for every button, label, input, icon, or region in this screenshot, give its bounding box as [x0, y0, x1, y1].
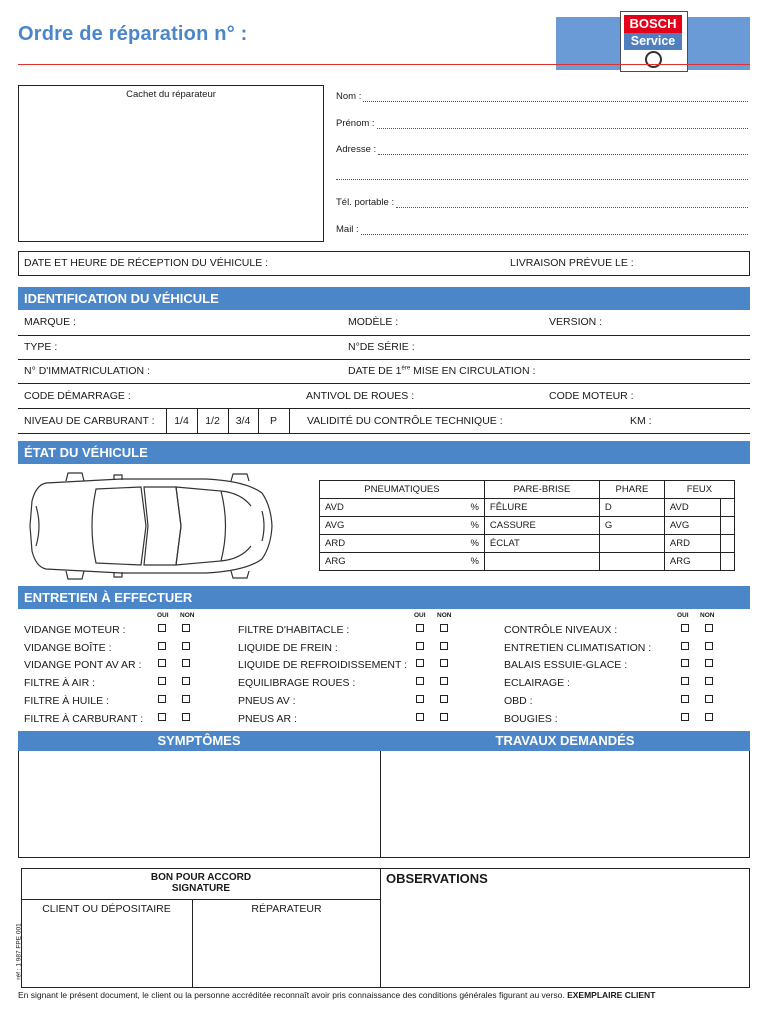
checkbox-non[interactable] — [705, 677, 713, 685]
entretien-item: ECLAIRAGE : — [504, 677, 570, 689]
oui-header-2: OUI — [414, 612, 426, 619]
fuel-half[interactable]: 1/2 — [205, 415, 220, 427]
checkbox-non[interactable] — [182, 624, 190, 632]
checkbox-oui[interactable] — [681, 713, 689, 721]
checkbox-oui[interactable] — [158, 713, 166, 721]
checkbox-oui[interactable] — [416, 677, 424, 685]
identification-header: IDENTIFICATION DU VÉHICULE — [18, 287, 750, 310]
client-signature-area[interactable] — [22, 918, 191, 987]
prenom-field[interactable] — [336, 118, 748, 129]
accord-title: BON POUR ACCORD SIGNATURE — [150, 872, 252, 894]
fuel-three-quarters[interactable]: 3/4 — [235, 415, 251, 427]
mise-circulation-label: DATE DE 1ère MISE EN CIRCULATION : — [348, 365, 536, 377]
checkbox-oui[interactable] — [681, 677, 689, 685]
entretien-item: ENTRETIEN CLIMATISATION : — [504, 642, 652, 654]
checkbox-non[interactable] — [440, 695, 448, 703]
checkbox-oui[interactable] — [158, 695, 166, 703]
adresse-field[interactable] — [336, 144, 748, 155]
reception-label: DATE ET HEURE DE RÉCEPTION DU VÉHICULE : — [24, 257, 269, 269]
entretien-item: CONTRÔLE NIVEAUX : — [504, 624, 618, 636]
entretien-item: VIDANGE PONT AV AR : — [24, 659, 142, 671]
entretien-item: FILTRE D'HABITACLE : — [238, 624, 350, 636]
mail-field[interactable] — [336, 224, 748, 235]
stamp-label: Cachet du réparateur — [126, 89, 216, 100]
controle-label: VALIDITÉ DU CONTRÔLE TECHNIQUE : — [307, 415, 503, 427]
adresse-label: Adresse : — [336, 144, 377, 155]
footer-note: En signant le présent document, le client ou la personne accréditée reconnaît avoir pris connaissance des conditions générales figurant au verso. EXEMPLAIRE CLIENT — [18, 990, 656, 1000]
exemplaire-label: EXEMPLAIRE CLIENT — [567, 990, 656, 1000]
observations-title: OBSERVATIONS — [386, 871, 488, 886]
checkbox-non[interactable] — [705, 713, 713, 721]
fuel-full[interactable]: P — [269, 415, 277, 427]
checkbox-oui[interactable] — [416, 642, 424, 650]
serie-label: N°DE SÉRIE : — [348, 341, 415, 353]
fuel-quarter[interactable]: 1/4 — [174, 415, 189, 427]
col-phare: PHARE — [599, 481, 664, 499]
checkbox-non[interactable] — [182, 695, 190, 703]
checkbox-non[interactable] — [182, 642, 190, 650]
checkbox-non[interactable] — [440, 677, 448, 685]
etat-table — [319, 480, 735, 571]
page-title: Ordre de réparation n° : — [18, 23, 248, 45]
checkbox-oui[interactable] — [416, 659, 424, 667]
type-label: TYPE : — [24, 341, 58, 353]
tel-label: Tél. portable : — [336, 197, 395, 208]
checkbox-non[interactable] — [182, 659, 190, 667]
logo-brand: BOSCH — [624, 15, 682, 33]
checkbox-non[interactable] — [440, 624, 448, 632]
checkbox-oui[interactable] — [416, 713, 424, 721]
prenom-label: Prénom : — [336, 118, 375, 129]
symptomes-area[interactable] — [18, 751, 381, 858]
entretien-item: FILTRE À CARBURANT : — [24, 713, 144, 725]
immat-label: N° D'IMMATRICULATION : — [24, 365, 150, 377]
col-feux: FEUX — [664, 481, 734, 499]
non-header-1: NON — [180, 612, 195, 619]
adresse-line-2[interactable] — [336, 171, 748, 180]
livraison-label: LIVRAISON PRÉVUE LE : — [510, 257, 634, 269]
col-pneumatiques: PNEUMATIQUES — [320, 481, 485, 499]
entretien-item: FILTRE À HUILE : — [24, 695, 109, 707]
table-row: AVD % FÊLURE D AVD — [320, 499, 735, 517]
reparateur-signature-area[interactable] — [193, 918, 380, 987]
logo-service: Service — [624, 33, 682, 50]
table-row: ARG % ARG — [320, 553, 735, 571]
checkbox-oui[interactable] — [681, 624, 689, 632]
checkbox-oui[interactable] — [158, 659, 166, 667]
travaux-title: TRAVAUX DEMANDÉS — [495, 733, 635, 748]
entretien-item: LIQUIDE DE FREIN : — [238, 642, 338, 654]
checkbox-oui[interactable] — [416, 695, 424, 703]
non-header-3: NON — [700, 612, 715, 619]
carburant-label: NIVEAU DE CARBURANT : — [24, 415, 155, 427]
etat-header: ÉTAT DU VÉHICULE — [18, 441, 750, 464]
observations-area[interactable] — [380, 868, 750, 988]
stamp-box[interactable] — [18, 85, 324, 242]
entretien-item: EQUILIBRAGE ROUES : — [238, 677, 356, 689]
nom-field[interactable] — [336, 91, 748, 102]
checkbox-oui[interactable] — [158, 642, 166, 650]
reparateur-signature-label: RÉPARATEUR — [251, 903, 322, 915]
client-signature-label: CLIENT OU DÉPOSITAIRE — [42, 903, 171, 915]
checkbox-non[interactable] — [705, 624, 713, 632]
entretien-item: VIDANGE BOÎTE : — [24, 642, 112, 654]
checkbox-oui[interactable] — [681, 659, 689, 667]
tel-field[interactable] — [336, 197, 748, 208]
non-header-2: NON — [437, 612, 452, 619]
version-label: VERSION : — [549, 316, 603, 328]
entretien-item: LIQUIDE DE REFROIDISSEMENT : — [238, 659, 407, 671]
checkbox-oui[interactable] — [681, 642, 689, 650]
entretien-header: ENTRETIEN À EFFECTUER — [18, 586, 750, 609]
entretien-item: PNEUS AR : — [238, 713, 297, 725]
entretien-item: BALAIS ESSUIE-GLACE : — [504, 659, 628, 671]
marque-label: MARQUE : — [24, 316, 76, 328]
table-row: AVG % CASSURE G AVG — [320, 517, 735, 535]
antivol-label: ANTIVOL DE ROUES : — [306, 390, 415, 402]
bosch-armature-icon — [645, 51, 662, 68]
entretien-item: OBD : — [504, 695, 533, 707]
table-row: ARD % ÉCLAT ARD — [320, 535, 735, 553]
checkbox-oui[interactable] — [416, 624, 424, 632]
symptomes-title: SYMPTÔMES — [157, 733, 241, 748]
reference-code: réf : 1 987 FPE 001 — [15, 923, 23, 980]
checkbox-non[interactable] — [182, 713, 190, 721]
km-label: KM : — [630, 415, 652, 427]
checkbox-non[interactable] — [705, 695, 713, 703]
checkbox-non[interactable] — [440, 659, 448, 667]
modele-label: MODÈLE : — [348, 316, 399, 328]
checkbox-oui[interactable] — [681, 695, 689, 703]
col-pare-brise: PARE-BRISE — [484, 481, 599, 499]
car-diagram[interactable] — [26, 471, 276, 581]
checkbox-non[interactable] — [440, 713, 448, 721]
checkbox-non[interactable] — [705, 659, 713, 667]
checkbox-non[interactable] — [440, 642, 448, 650]
checkbox-oui[interactable] — [158, 677, 166, 685]
code-moteur-label: CODE MOTEUR : — [549, 390, 634, 402]
mail-label: Mail : — [336, 224, 359, 235]
oui-header-1: OUI — [157, 612, 169, 619]
oui-header-3: OUI — [677, 612, 689, 619]
entretien-item: BOUGIES : — [504, 713, 558, 725]
checkbox-non[interactable] — [705, 642, 713, 650]
header-divider — [18, 64, 750, 65]
entretien-item: VIDANGE MOTEUR : — [24, 624, 126, 636]
checkbox-oui[interactable] — [158, 624, 166, 632]
entretien-item: FILTRE À AIR : — [24, 677, 95, 689]
checkbox-non[interactable] — [182, 677, 190, 685]
entretien-item: PNEUS AV : — [238, 695, 296, 707]
travaux-area[interactable] — [380, 751, 750, 858]
nom-label: Nom : — [336, 91, 362, 102]
code-demarrage-label: CODE DÉMARRAGE : — [24, 390, 131, 402]
